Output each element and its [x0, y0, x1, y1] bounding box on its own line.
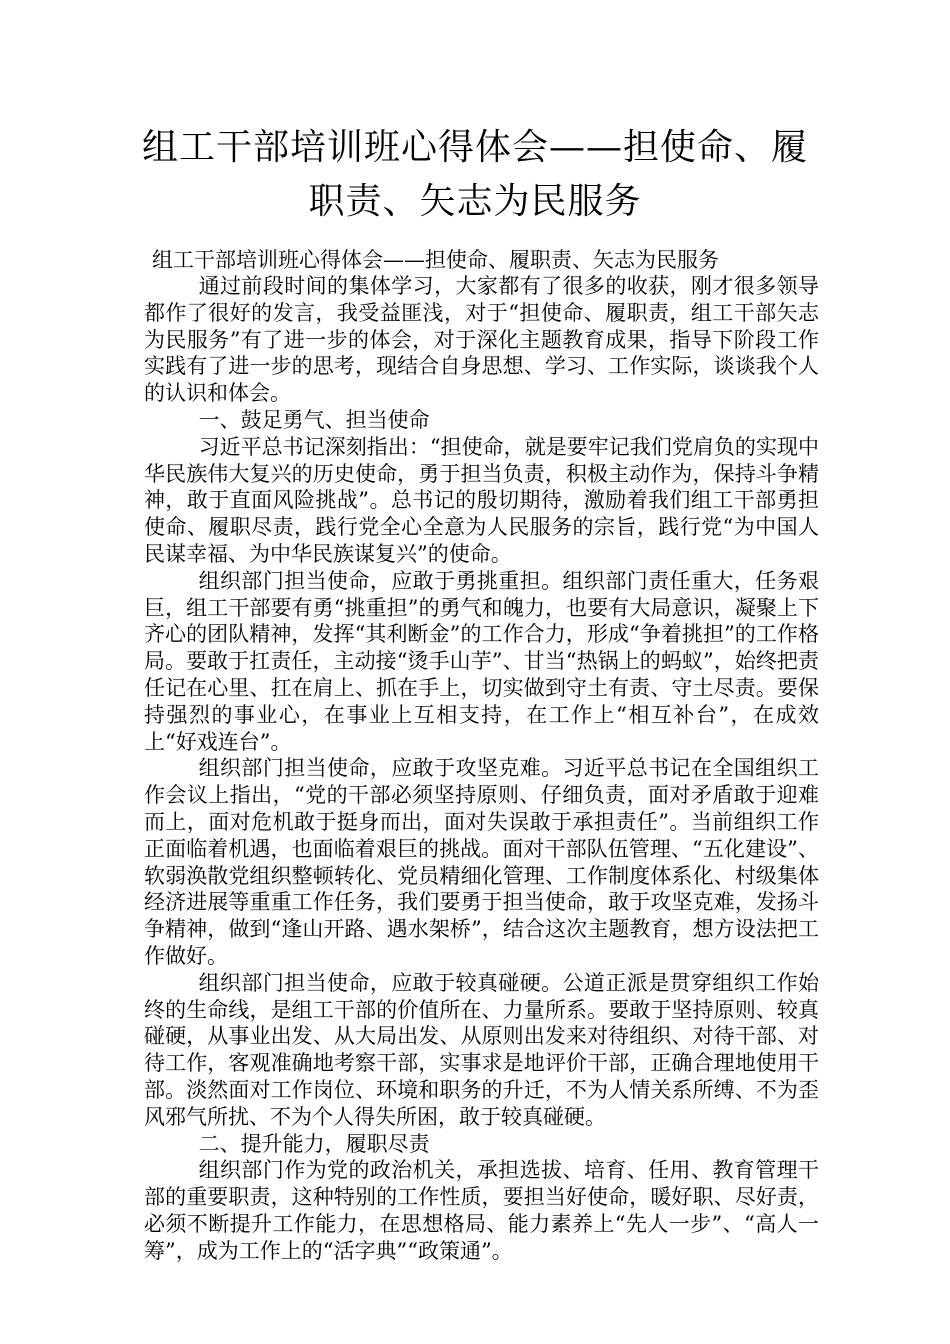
document-title-line-2: 职责、矢志为民服务: [308, 181, 642, 222]
section-heading-1: 一、鼓足勇气、担当使命: [198, 407, 430, 432]
document-body: [144, 273, 819, 1264]
paragraph: 组织部门担当使命，应敢于勇挑重担。组织部门责任重大，任务艰巨，组工干部要有勇“挑重担”的勇气和魄力，也要有大局意识，凝聚上下齐心的团队精神，发挥“其利断金”的工作合力，形成“争着挑担”的工作格局。要敢于扛责任，主动接“烫手山芋”、甘当“热锅上的蚂蚁”，始终把责任记在心里、扛在肩上、抓在手上，切实做到守土有责、守土尽责。要保持强烈的事业心，在事业上互相支持，在工作上“相互补台”，在成效上“好戏连台”。: [144, 568, 819, 754]
paragraph: 组织部门担当使命，应敢于较真碰硬。公道正派是贯穿组织工作始终的生命线，是组工干部的价值所在、力量所系。要敢于坚持原则、较真碰硬，从事业出发、从大局出发、从原则出发来对待组织、对待干部、对待工作，客观准确地考察干部，实事求是地评价干部，正确合理地使用干部。淡然面对工作岗位、环境和职务的升迁，不为人情关系所缚、不为歪风邪气所扰、不为个人得失所困，敢于较真碰硬。: [144, 970, 819, 1129]
document-subtitle: 组工干部培训班心得体会——担使命、履职责、矢志为民服务: [152, 248, 719, 272]
paragraph-intro: 通过前段时间的集体学习，大家都有了很多的收获，刚才很多领导都作了很好的发言，我受益匪浅，对于“担使命、履职责，组工干部矢志为民服务”有了进一步的体会，对于深化主题教育成果，指导下阶段工作实践有了进一步的思考，现结合自身思想、学习、工作实际，谈谈我个人的认识和体会。: [144, 274, 819, 406]
document-title-line-1: 组工干部培训班心得体会——担使命、履: [141, 127, 808, 168]
section-heading-2: 二、提升能力，履职尽责: [198, 1131, 430, 1156]
paragraph: 组织部门担当使命，应敢于攻坚克难。习近平总书记在全国组织工作会议上指出，“党的干部必须坚持原则、仔细负责，面对矛盾敢于迎难而上，面对危机敢于挺身而出，面对失误敢于承担责任”。当前组织工作正面临着机遇，也面临着艰巨的挑战。面对干部队伍管理、“五化建设”、软弱涣散党组织整顿转化、党员精细化管理、工作制度体系化、村级集体经济进展等重重工作任务，我们要勇于担当使命，敢于攻坚克难，发扬斗争精神，做到“逢山开路、遇水架桥”，结合这次主题教育，想方设法把工作做好。: [144, 756, 819, 968]
paragraph: 习近平总书记深刻指出：“担使命，就是要牢记我们党肩负的实现中华民族伟大复兴的历史使命，勇于担当负责，积极主动作为，保持斗争精神，敢于直面风险挑战”。总书记的殷切期待，激励着我们组工干部勇担使命、履职尽责，践行党全心全意为人民服务的宗旨，践行党“为中国人民谋幸福、为中华民族谋复兴”的使命。: [144, 434, 819, 566]
paragraph: 组织部门作为党的政治机关，承担选拔、培育、任用、教育管理干部的重要职责，这种特别的工作性质，要担当好使命，暖好职、尽好责，必须不断提升工作能力，在思想格局、能力素养上“先人一步”、“高人一筹”，成为工作上的“活字典”“政策通”。: [144, 1158, 819, 1263]
